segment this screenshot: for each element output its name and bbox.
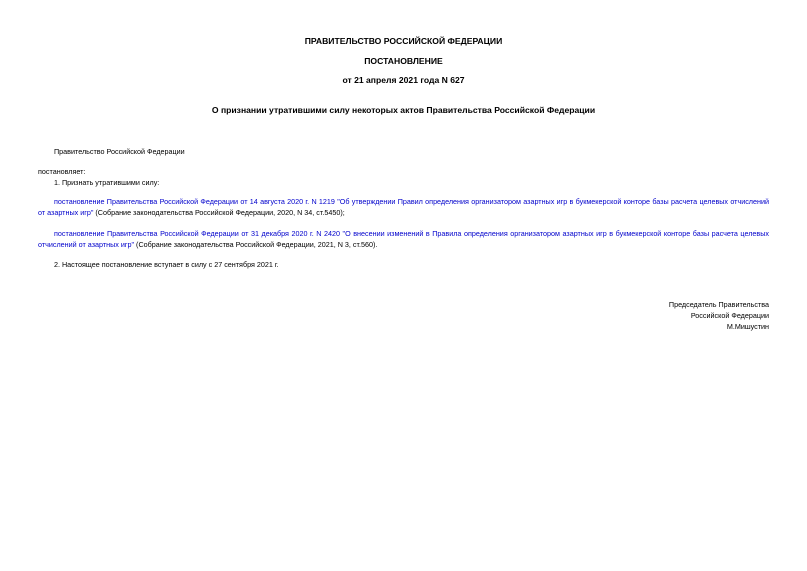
item-2-text: 2. Настоящее постановление вступает в силу с 27 сентября 2021 г. [54, 260, 279, 269]
act-2-source: (Собрание законодательства Российской Федерации, 2021, N 3, ст.560). [134, 240, 378, 249]
act-1-link[interactable]: постановление Правительства Российской Федерации от 14 августа 2020 г. N 1219 "Об утверждении Правил определения организатором азартных игр в букмекерской конторе базы расчета целевых отчислений от азартных игр" [38, 197, 769, 217]
signatory-name: М.Мишустин [726, 322, 769, 331]
signatory-position-line-1: Председатель Правительства [668, 300, 769, 309]
issuing-authority: ПРАВИТЕЛЬСТВО РОССИЙСКОЙ ФЕДЕРАЦИИ [304, 36, 503, 46]
intro-text: Правительство Российской Федерации [54, 147, 185, 156]
document-title: О признании утратившими силу некоторых актов Правительства Российской Федерации [211, 105, 596, 115]
act-2-link[interactable]: постановление Правительства Российской Федерации от 31 декабря 2020 г. N 2420 "О внесении изменений в Правила определения организатором азартных игр в букмекерской конторе базы расчета целевых отчислений от азартных игр" [38, 229, 769, 249]
resolves-text: постановляет: [38, 167, 86, 176]
act-1-source: (Собрание законодательства Российской Федерации, 2020, N 34, ст.5450); [93, 208, 345, 217]
repealed-act-2 [38, 228, 769, 250]
repealed-act-1 [38, 196, 769, 218]
signatory-position-line-2: Российской Федерации [690, 311, 769, 320]
item-1-text: 1. Признать утратившими силу: [54, 178, 160, 187]
document-type: ПОСТАНОВЛЕНИЕ [364, 56, 443, 66]
document-date-number: от 21 апреля 2021 года N 627 [342, 75, 465, 85]
